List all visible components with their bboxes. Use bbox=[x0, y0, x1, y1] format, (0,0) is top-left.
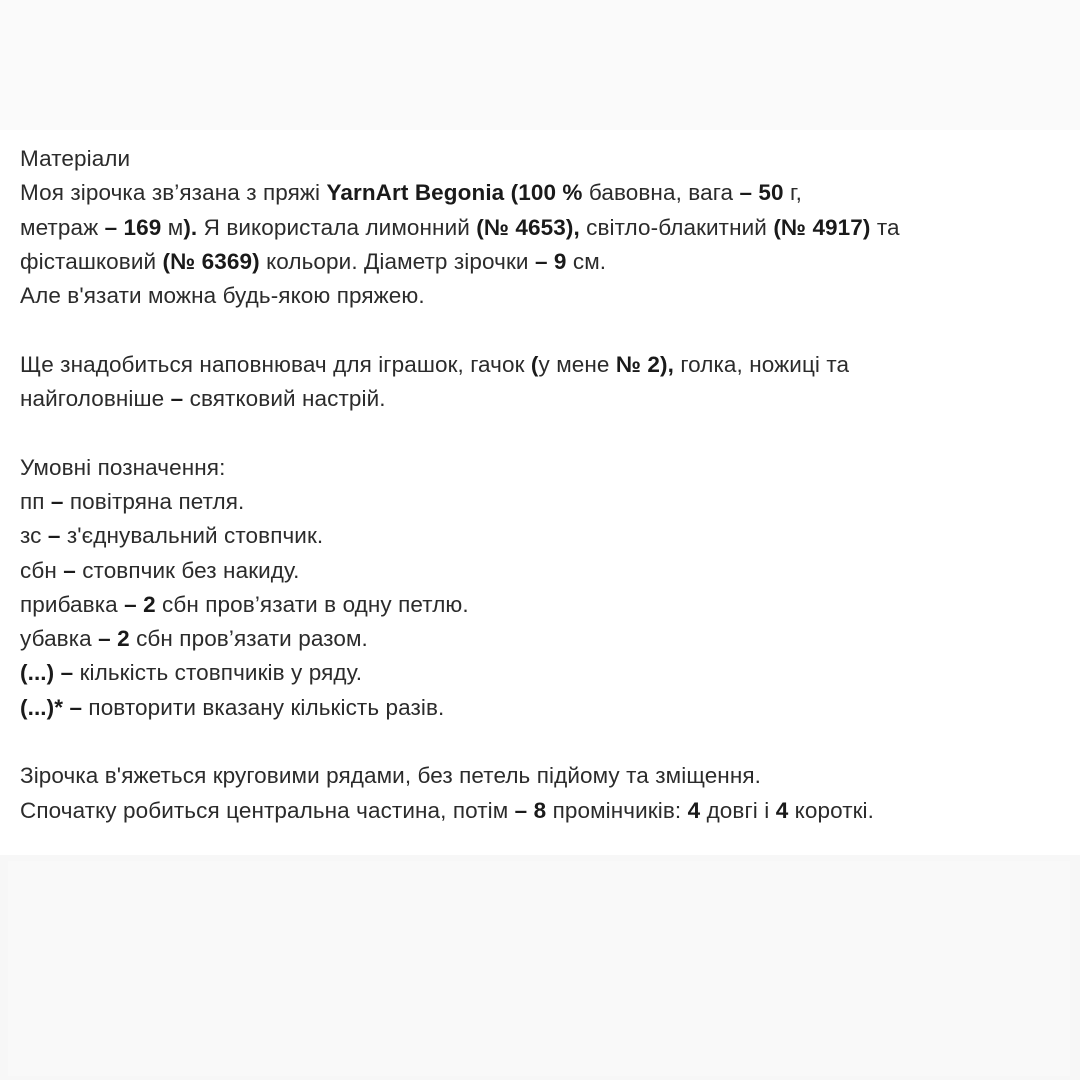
legend-heading: Умовні позначення: bbox=[20, 454, 226, 480]
materials-line-1: Моя зірочка зв’язана з пряжі YarnArt Begonia (100 % бавовна, вага – 50 г, bbox=[20, 180, 802, 206]
materials-line-3: фісташковий (№ 6369) кольори. Діаметр зірочки – 9 см. bbox=[20, 248, 607, 274]
legend-item: прибавка – 2 сбн пров’язати в одну петлю. bbox=[20, 591, 469, 617]
legend-item: (...)* – повторити вказану кількість разів. bbox=[20, 694, 445, 720]
outro-line-2: Спочатку робиться центральна частина, потім – 8 промінчиків: 4 довгі і 4 короткі. bbox=[20, 797, 875, 823]
legend-item: (...) – кількість стовпчиків у ряду. bbox=[20, 660, 363, 686]
bottom-blank-panel bbox=[8, 861, 1070, 1076]
tools-line-1: Ще знадобиться наповнювач для іграшок, гачок (у мене № 2), голка, ножиці та bbox=[20, 351, 850, 377]
legend-item: сбн – стовпчик без накиду. bbox=[20, 557, 300, 583]
materials-heading: Матеріали bbox=[20, 146, 131, 171]
paragraph-gap bbox=[20, 725, 1070, 759]
article-text bbox=[20, 142, 1070, 828]
legend-item: убавка – 2 сбн пров’язати разом. bbox=[20, 626, 368, 652]
paragraph-gap bbox=[20, 313, 1070, 347]
tools-line-2: найголовніше – святковий настрій. bbox=[20, 386, 386, 412]
materials-line-4: Але в'язати можна будь-якою пряжею. bbox=[20, 283, 425, 309]
outro-line-1: Зірочка в'яжеться круговими рядами, без петель підйому та зміщення. bbox=[20, 763, 761, 789]
legend-item: зс – з'єднувальний стовпчик. bbox=[20, 523, 324, 549]
bottom-blank-band bbox=[0, 855, 1080, 1080]
materials-line-2: метраж – 169 м). Я використала лимонний (№ 4653), світло-блакитний (№ 4917) та bbox=[20, 214, 900, 240]
paragraph-gap bbox=[20, 416, 1070, 450]
legend-item: пп – повітряна петля. bbox=[20, 488, 245, 514]
top-blank-band bbox=[0, 0, 1080, 130]
